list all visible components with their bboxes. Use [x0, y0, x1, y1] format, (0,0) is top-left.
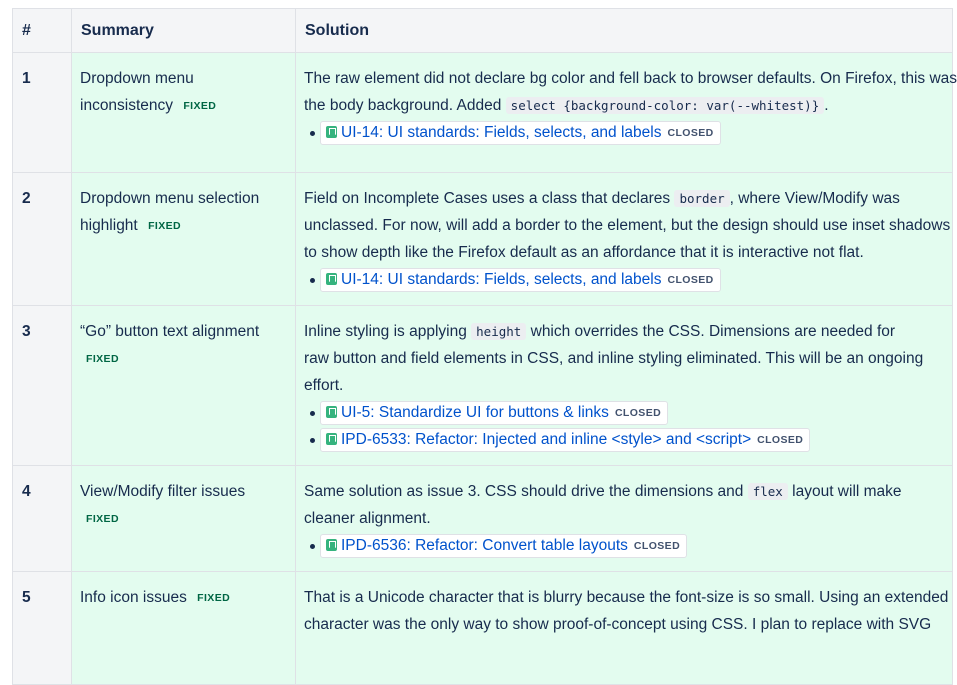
issue-status-badge: CLOSED	[757, 434, 804, 446]
row-summary	[72, 306, 296, 466]
jira-issue-title[interactable]: UI-5: Standardize UI for buttons & links	[341, 404, 609, 421]
jira-issue-title[interactable]: UI-14: UI standards: Fields, selects, and labels	[341, 271, 662, 288]
solution-text: unclassed. For now, will add a border to the element, but the design should use inset shadows	[304, 217, 951, 234]
solution-text: character was the only way to show proof-of-concept using CSS. I plan to replace with SVG	[304, 616, 932, 633]
solution-text: cleaner alignment.	[304, 510, 431, 527]
jira-story-icon	[326, 433, 337, 445]
fixed-badge: FIXED	[148, 220, 181, 232]
solution-line	[304, 185, 944, 212]
table-header-row	[13, 9, 953, 53]
solution-line	[304, 239, 944, 266]
fixed-badge: FIXED	[86, 513, 119, 525]
jira-issue-title[interactable]: UI-14: UI standards: Fields, selects, and labels	[341, 124, 662, 141]
issues-table	[12, 8, 957, 685]
issue-status-badge: CLOSED	[633, 540, 681, 552]
solution-text: the body background. Added	[304, 97, 506, 114]
linked-issue-item	[320, 121, 944, 145]
table-row	[13, 173, 953, 306]
linked-issues-list	[304, 534, 944, 558]
row-number: 2	[13, 173, 72, 306]
row-summary	[72, 53, 296, 173]
table-row	[13, 572, 953, 685]
row-solution	[296, 466, 953, 572]
solution-line	[304, 505, 944, 532]
solution-text: Field on Incomplete Cases uses a class that declares	[304, 190, 675, 207]
jira-story-icon	[326, 539, 337, 551]
row-solution	[296, 53, 957, 173]
fixed-badge: FIXED	[197, 592, 231, 604]
solution-text: layout will make	[787, 483, 902, 500]
summary-text: Dropdown menu selection highlight	[80, 190, 260, 234]
jira-issue-link[interactable]	[320, 268, 721, 292]
linked-issue-item	[320, 534, 944, 558]
inline-code: flex	[748, 483, 788, 500]
linked-issue-item	[320, 428, 944, 452]
column-header-number[interactable]: #	[13, 9, 72, 53]
solution-line	[304, 478, 944, 505]
row-number: 1	[13, 53, 72, 173]
jira-story-icon	[326, 273, 337, 285]
solution-text: which overrides the CSS. Dimensions are needed for	[526, 323, 896, 340]
inline-code: height	[471, 323, 526, 340]
issue-status-badge: CLOSED	[614, 407, 662, 419]
solution-line	[304, 345, 944, 372]
row-number: 4	[13, 466, 72, 572]
solution-text: raw button and field elements in CSS, and inline styling eliminated. This will be an ongoing	[304, 350, 924, 367]
row-number: 5	[13, 572, 72, 685]
summary-text: Dropdown menu inconsistency	[80, 70, 194, 114]
row-solution	[296, 173, 953, 306]
solution-line	[304, 92, 944, 119]
inline-code: select {background-color: var(--whitest)}	[506, 97, 825, 114]
issue-status-badge: CLOSED	[667, 127, 714, 139]
jira-story-icon	[326, 126, 337, 138]
table-row	[13, 466, 953, 572]
fixed-badge: FIXED	[86, 353, 119, 365]
summary-text: Info icon issues	[80, 589, 187, 606]
solution-line	[304, 212, 951, 239]
linked-issue-item	[320, 401, 944, 425]
row-solution	[296, 572, 953, 685]
solution-line	[304, 584, 949, 611]
solution-text: Inline styling is applying	[304, 323, 472, 340]
solution-line	[304, 372, 944, 399]
jira-issue-link[interactable]	[320, 534, 687, 558]
jira-issue-link[interactable]	[320, 401, 668, 425]
summary-text: View/Modify filter issues	[80, 483, 246, 500]
linked-issues-list	[304, 268, 944, 292]
linked-issues-list	[304, 121, 944, 145]
table-row	[13, 53, 953, 173]
row-summary	[72, 173, 296, 306]
linked-issue-item	[320, 268, 944, 292]
solution-text: Same solution as issue 3. CSS should drive the dimensions and	[304, 483, 748, 500]
jira-issue-title[interactable]: IPD-6533: Refactor: Injected and inline <style> and <script>	[341, 431, 752, 448]
row-summary	[72, 572, 296, 685]
solution-text: The raw element did not declare bg color and fell back to browser defaults. On Firefox, this was	[304, 70, 957, 87]
solution-text: That is a Unicode character that is blurry because the font-size is so small. Using an extended	[304, 589, 949, 606]
solution-line	[304, 318, 944, 345]
row-summary	[72, 466, 296, 572]
jira-story-icon	[326, 406, 337, 418]
solution-line	[304, 611, 944, 638]
linked-issues-list	[304, 401, 944, 452]
jira-issue-title[interactable]: IPD-6536: Refactor: Convert table layouts	[341, 537, 628, 554]
row-number: 3	[13, 306, 72, 466]
column-header-summary[interactable]: Summary	[72, 9, 296, 53]
solution-text: , where View/Modify was	[729, 190, 900, 207]
solution-text: effort.	[304, 377, 344, 394]
jira-issue-link[interactable]	[320, 428, 810, 452]
solution-text: to show depth like the Firefox default as an affordance that it is interactive not flat.	[304, 244, 864, 261]
fixed-badge: FIXED	[183, 100, 217, 112]
summary-text: “Go” button text alignment	[80, 323, 260, 340]
table-row	[13, 306, 953, 466]
row-solution	[296, 306, 953, 466]
jira-issue-link[interactable]	[320, 121, 721, 145]
solution-line	[304, 65, 957, 92]
inline-code: border	[674, 190, 729, 207]
solution-text: .	[824, 97, 829, 114]
column-header-solution[interactable]: Solution	[296, 9, 953, 53]
issue-status-badge: CLOSED	[667, 274, 714, 286]
issues-table-frame	[12, 8, 957, 633]
